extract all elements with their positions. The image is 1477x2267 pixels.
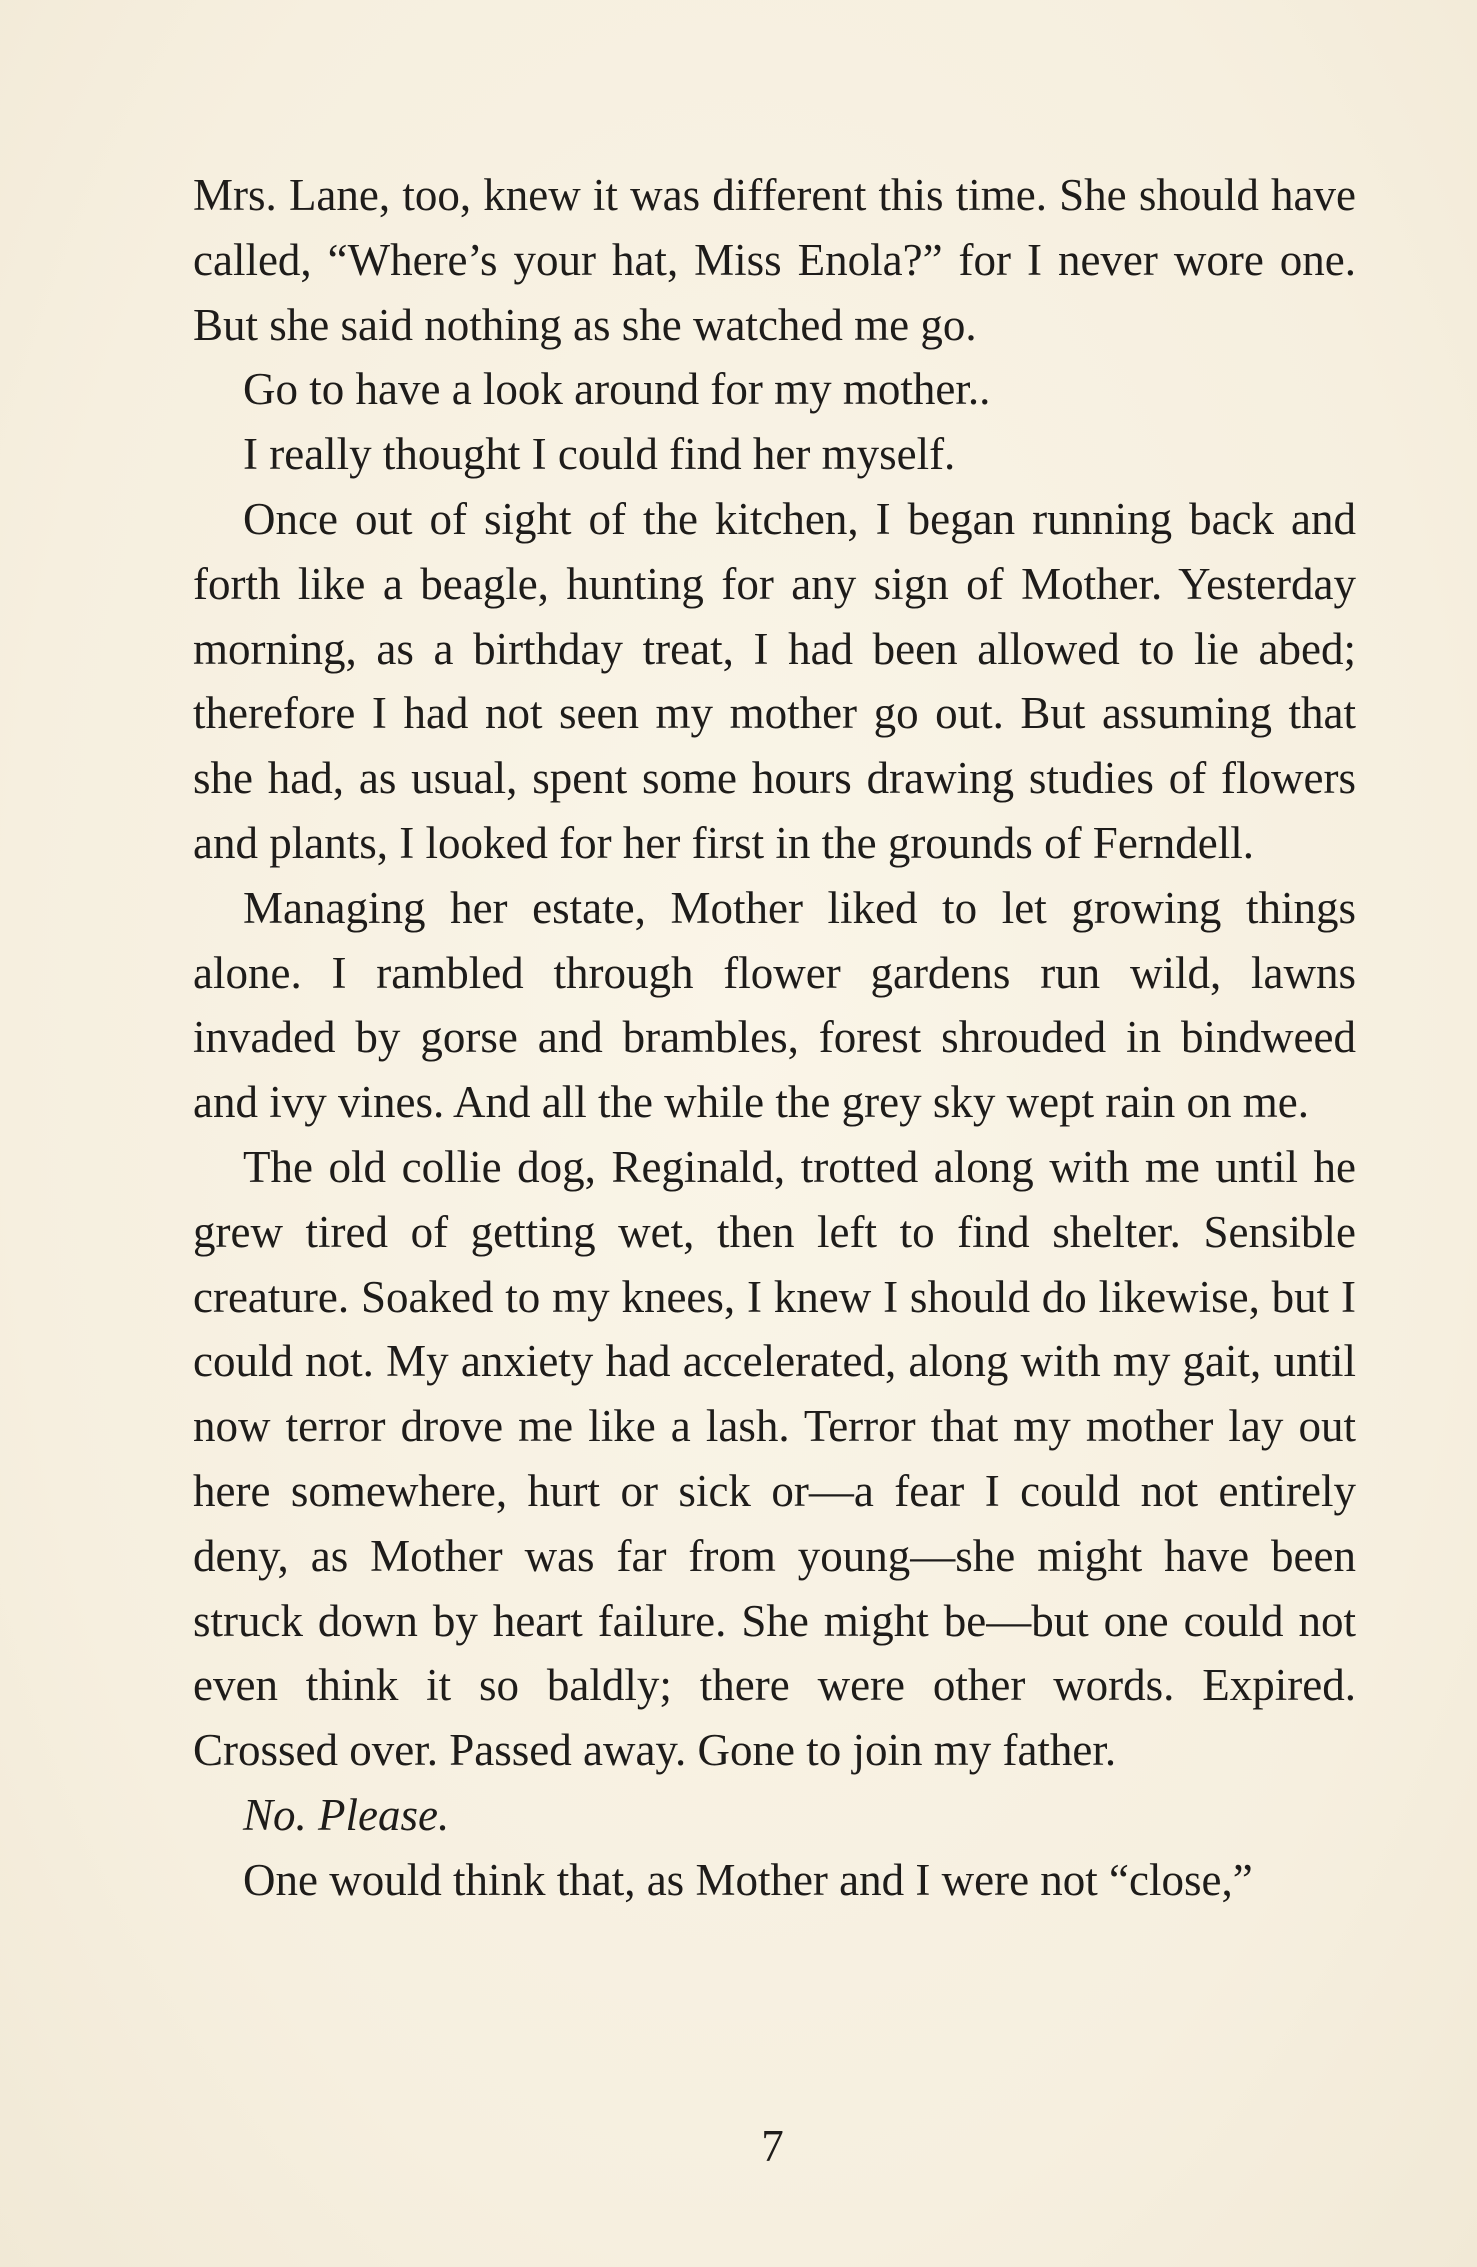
paragraph-3: I really thought I could find her myself. <box>243 429 956 480</box>
paragraph-1: Mrs. Lane, too, knew it was different this time. She should have called, “Where’s your hat, Miss Enola?” for I never wore one. But she said nothing as she watched me go. <box>193 170 1356 350</box>
body-text <box>193 163 1356 1913</box>
paragraph-7: No. Please. <box>243 1789 450 1840</box>
paragraph-8: One would think that, as Mother and I were not “close,” <box>243 1854 1253 1905</box>
paragraph-6: The old collie dog, Reginald, trotted along with me until he grew tired of getting wet, then left to find shelter. Sensible creature. Soaked to my knees, I knew I should do likewise, but I could not. My anxiety had accelerated, along with my gait, until now terror drove me like a lash. Terror that my mother lay out here somewhere, hurt or sick or—a fear I could not entirely deny, as Mother was far from young—she might have been struck down by heart failure. She might be—but one could not even think it so baldly; there were other words. Expired. Crossed over. Passed away. Gone to join my father. <box>193 1141 1356 1776</box>
paragraph-4: Once out of sight of the kitchen, I began running back and forth like a beagle, hunting for any sign of Mother. Yesterday morning, as a birthday treat, I had been allowed to lie abed; therefore I had not seen my mother go out. But assuming that she had, as usual, spent some hours drawing studies of flowers and plants, I looked for her first in the grounds of Ferndell. <box>193 493 1356 868</box>
paragraph-2: Go to have a look around for my mother.. <box>243 364 991 415</box>
page-number: 7 <box>761 2121 784 2171</box>
paragraph-5: Managing her estate, Mother liked to let growing things alone. I rambled through flower gardens run wild, lawns invaded by gorse and brambles, forest shrouded in bindweed and ivy vines. And all the while the grey sky wept rain on me. <box>193 882 1356 1128</box>
